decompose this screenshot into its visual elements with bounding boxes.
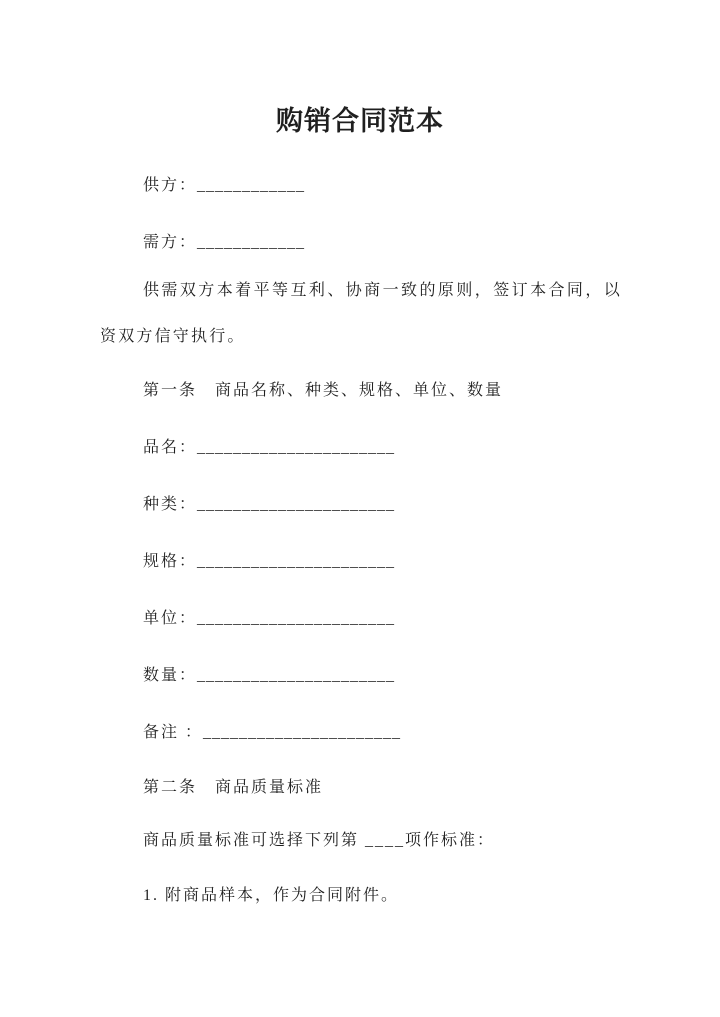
field-line-unit xyxy=(143,609,660,629)
quantity-label: 数量： xyxy=(143,667,198,684)
preamble-paragraph: 供需双方本着平等互利、协商一致的原则，签订本合同，以资双方信守执行。 xyxy=(100,282,622,345)
category-label: 种类： xyxy=(143,496,198,513)
field-line-specification xyxy=(143,552,660,572)
article-1-heading: 第一条 商品名称、种类、规格、单位、数量 xyxy=(143,382,504,399)
product-name-blank: ______________________ xyxy=(197,439,396,456)
quality-standard-intro: 商品质量标准可选择下列第 ____项作标准： xyxy=(143,832,496,849)
document-title: 购销合同范本 xyxy=(276,106,444,136)
remarks-label: 备注 ： xyxy=(143,724,204,741)
specification-label: 规格： xyxy=(143,553,198,570)
buyer-line xyxy=(143,233,660,253)
supplier-blank: ____________ xyxy=(197,177,306,194)
field-line-remarks xyxy=(143,723,660,743)
unit-blank: ______________________ xyxy=(197,610,396,627)
field-line-product-name xyxy=(143,438,660,458)
supplier-line xyxy=(143,176,660,196)
buyer-blank: ____________ xyxy=(197,234,306,251)
unit-label: 单位： xyxy=(143,610,198,627)
buyer-label: 需方： xyxy=(143,234,198,251)
quantity-blank: ______________________ xyxy=(197,667,396,684)
supplier-label: 供方： xyxy=(143,177,198,194)
field-line-category xyxy=(143,495,660,515)
product-name-label: 品名： xyxy=(143,439,198,456)
specification-blank: ______________________ xyxy=(197,553,396,570)
field-line-quantity xyxy=(143,666,660,686)
quality-option-1: 1. 附商品样本，作为合同附件。 xyxy=(143,887,400,904)
remarks-blank: ______________________ xyxy=(203,724,402,741)
category-blank: ______________________ xyxy=(197,496,396,513)
article-2-heading: 第二条 商品质量标准 xyxy=(143,779,324,796)
